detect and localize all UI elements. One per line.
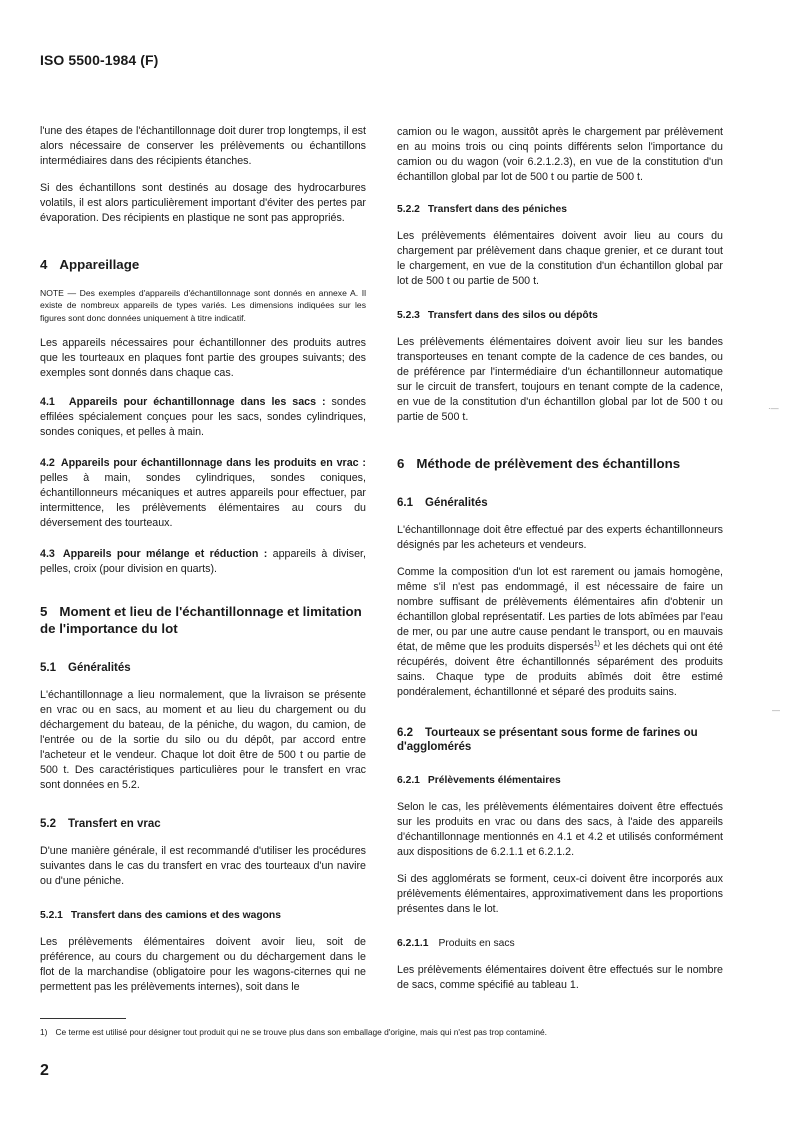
subsection-5-2-2-heading xyxy=(397,203,723,216)
section-4-heading xyxy=(40,256,366,273)
section-number: 6 xyxy=(397,456,405,471)
paragraph: Les prélèvements élémentaires doivent être effectués sur le nombre de sacs, comme spécifié au tableau 1. xyxy=(397,964,723,991)
paragraph: Les prélèvements élémentaires doivent avoir lieu, soit de préférence, au cours du chargement ou du déchargement dans le flot de la marchandise (obligatoire pour les wagons-citernes qui ne permettent pas les prélèvements internes), soit dans le xyxy=(40,936,366,994)
footnote xyxy=(40,1026,740,1038)
section-6-heading xyxy=(397,455,723,472)
footnote-number: 1) xyxy=(40,1027,48,1037)
subsection-title: Tourteaux se présentant sous forme de farines ou d'agglomérés xyxy=(397,727,698,753)
subsection-4-2 xyxy=(40,456,366,531)
scan-mark: — xyxy=(772,706,780,715)
subsection-title: Transfert dans des péniches xyxy=(427,204,567,215)
paragraph: Les prélèvements élémentaires doivent avoir lieu sur les bandes transporteuses en tenant compte de la cadence de ces bandes, ou de préférence par l'intermédiaire d'un échantillonneur automatique sur le circuit de transfert, toujours en tenant compte de la cadence, en vue de la constitution d'un échantillon global par lot de 500 t ou partie de 500 t. xyxy=(397,336,723,423)
document-header: ISO 5500-1984 (F) xyxy=(40,52,159,68)
footnote-ref: 1) xyxy=(593,640,600,648)
subsection-number: 5.2 xyxy=(40,818,56,831)
paragraph: camion ou le wagon, aussitôt après le chargement par prélèvement en au moins trois ou cinq points différents selon l'importance du camion ou du wagon (voir 6.2.1.2.3), en vue de la constitution d'un échantillon global par lot de 500 t ou partie de 500 t. xyxy=(397,126,723,183)
subsection-text: sondes effilées spécialement conçues pour les sacs, sondes cylindriques, sondes coniques, et pelles à main. xyxy=(40,396,366,439)
paragraph-text: Comme la composition d'un lot est rarement ou jamais homogène, même s'il n'est pas endommagé, il est nécessaire de faire un nombre suffisant de prélèvements élémentaires afin d'obtenir un échantillon global représentatif. Les parties de lots abîmées par l'eau de mer, ou par une autre cause pendant le transport, ou en mauvais état, de même que les produits dispersés xyxy=(397,566,723,653)
paragraph: L'échantillonnage doit être effectué par des experts échantillonneurs désignés par les acheteurs et vendeurs. xyxy=(397,524,723,551)
subsection-5-2-heading xyxy=(40,817,366,831)
subsection-number: 4.2 xyxy=(40,457,55,470)
paragraph: D'une manière générale, il est recommandé d'utiliser les procédures suivantes dans le cas du transfert en vrac des tourteaux d'un navire ou d'une péniche. xyxy=(40,845,366,888)
subsection-4-3 xyxy=(40,547,366,577)
footnote-divider xyxy=(40,1018,126,1019)
subsection-6-2-heading xyxy=(397,726,723,754)
subsection-5-2-1-heading xyxy=(40,909,366,922)
paragraph: L'échantillonnage a lieu normalement, que la livraison se présente en vrac ou en sacs, au moment et au lieu du chargement ou du déchargement du bateau, de la péniche, du wagon, du camion, de l'entrée ou de la sortie du silo ou du dépôt, par accord entre l'acheteur et le vendeur. Chaque lot doit être de 500 t ou partie de 500 t. Des caractéristiques particulières pour le transfert en vrac sont données en 5.2. xyxy=(40,689,366,792)
paragraph xyxy=(397,565,723,700)
subsection-number: 4.3 xyxy=(40,548,55,561)
section-title: Appareillage xyxy=(59,257,140,272)
subsection-5-1-heading xyxy=(40,661,366,675)
subsection-text: pelles à main, sondes cylindriques, sondes coniques, échantillonneurs mécaniques et autres appareils pour effectuer, par intermittence, les prélèvements élémentaires au cours du déversement des tourteaux. xyxy=(40,472,366,530)
section-5-heading xyxy=(40,603,366,637)
subsection-number: 4.1 xyxy=(40,396,55,409)
subsection-title: Généralités xyxy=(425,497,488,509)
paragraph: Les prélèvements élémentaires doivent avoir lieu au cours du chargement par prélèvement dans chaque grenier, et ce durant tout le chargement, en vue de la constitution d'un échantillon global par lot de 500 t ou partie de 500 t. xyxy=(397,230,723,287)
subsection-title: Transfert dans des silos ou dépôts xyxy=(427,310,598,321)
left-column xyxy=(40,124,366,995)
subsection-title: Transfert dans des camions et des wagons xyxy=(70,910,281,922)
subsection-number: 6.1 xyxy=(397,497,413,509)
section-number: 5 xyxy=(40,604,48,620)
subsection-number: 5.2.2 xyxy=(397,204,420,215)
paragraph: Les appareils nécessaires pour échantillonner des produits autres que les tourteaux en plaques font partie des groupes suivants; des exemples sont donnés dans chaque cas. xyxy=(40,337,366,380)
subsection-lead: Appareils pour mélange et réduction : xyxy=(62,548,268,561)
page-number: 2 xyxy=(40,1062,49,1079)
subsection-6-2-1-heading xyxy=(397,774,723,787)
subsection-title: Transfert en vrac xyxy=(68,818,161,831)
subsection-text: appareils à diviser, pelles, croix (pour division en quarts). xyxy=(40,548,366,576)
subsection-number: 6.2.1 xyxy=(397,775,420,786)
scan-mark: ·— xyxy=(768,404,779,413)
right-column xyxy=(397,125,723,993)
subsection-number: 5.2.1 xyxy=(40,910,63,922)
paragraph: Si des agglomérats se forment, ceux-ci doivent être incorporés aux prélèvements élémentaires, approximativement dans les proportions présentes dans le lot. xyxy=(397,873,723,915)
footnote-text: Ce terme est utilisé pour désigner tout produit qui ne se trouve plus dans son emballage d'origine, mais qui n'est pas trop contaminé. xyxy=(55,1027,548,1037)
subsection-6-2-1-1-heading xyxy=(397,937,723,950)
subsection-title: Généralités xyxy=(68,662,131,675)
subsection-6-1-heading xyxy=(397,496,723,510)
subsection-lead: Appareils pour échantillonnage dans les produits en vrac : xyxy=(60,457,366,470)
section-title: Moment et lieu de l'échantillonnage et limitation de l'importance du lot xyxy=(40,604,362,637)
subsection-title: Prélèvements élémentaires xyxy=(427,775,561,786)
subsection-number: 5.1 xyxy=(40,662,56,675)
paragraph: l'une des étapes de l'échantillonnage doit durer trop longtemps, il est alors nécessaire de conserver les prélèvements ou échantillons intermédiaires dans des récipients étanches. xyxy=(40,125,366,167)
section-number: 4 xyxy=(40,257,48,272)
subsection-title: Produits en sacs xyxy=(438,938,515,949)
subsection-lead: Appareils pour échantillonnage dans les sacs : xyxy=(68,396,326,409)
paragraph-text: et les déchets qui ont été récupérés, doivent être échantillonnés séparément des produits sains. Chaque type de produits abîmés doit être estimé pondéralement, échantillonné et séparé des produits sains. xyxy=(397,641,723,698)
subsection-number: 5.2.3 xyxy=(397,310,420,321)
paragraph: Si des échantillons sont destinés au dosage des hydrocarbures volatils, il est alors particulièrement important d'éviter des pertes par évaporation. Des récipients en plastique ne sont pas appropriés. xyxy=(40,182,366,224)
subsection-5-2-3-heading xyxy=(397,309,723,322)
subsection-number: 6.2.1.1 xyxy=(397,938,429,949)
paragraph: Selon le cas, les prélèvements élémentaires doivent être effectués sur les produits en vrac ou dans des sacs, à l'aide des appareils d'échantillonnage mentionnés en 4.1 et 4.2 et utilisés conformément aux dispositions de 6.2.1.1 et 6.2.1.2. xyxy=(397,801,723,858)
subsection-4-1 xyxy=(40,395,366,440)
note: NOTE — Des exemples d'appareils d'échantillonnage sont donnés en annexe A. Il existe de nombreux appareils de types variés. Les dimensions indiquées sur les figures sont donc données uniquement à titre indicatif. xyxy=(40,288,366,323)
section-title: Méthode de prélèvement des échantillons xyxy=(416,456,681,471)
subsection-number: 6.2 xyxy=(397,727,413,739)
